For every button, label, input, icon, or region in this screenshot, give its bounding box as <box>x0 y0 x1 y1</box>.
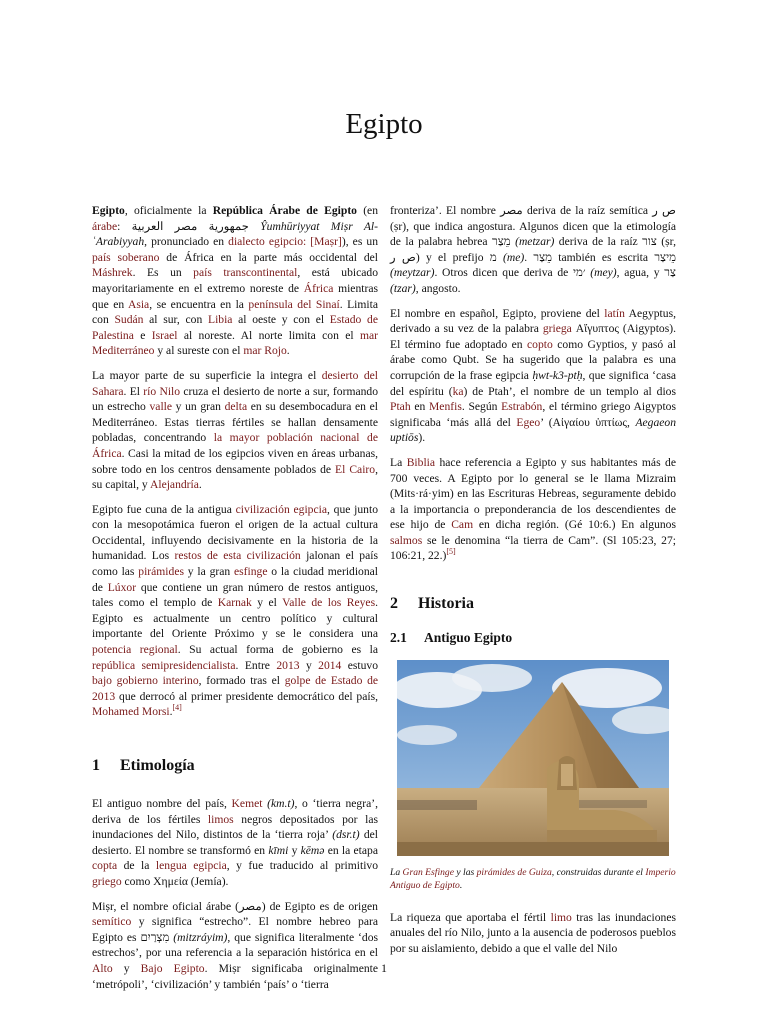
text: deriva de la raíz צור (ṣr, ص ر) y el prefijo מ <box>390 235 676 264</box>
link-valle-reyes[interactable]: Valle de los Reyes <box>282 596 376 610</box>
link-kemet[interactable]: Kemet <box>231 797 263 810</box>
link-pais-soberano[interactable]: país soberano <box>92 250 160 264</box>
link-restos[interactable]: restos de esta civilización <box>174 549 301 563</box>
link-poblacion[interactable]: la mayor población nacional de África <box>92 431 378 460</box>
link-copto[interactable]: copto <box>527 337 553 351</box>
text: y <box>299 658 319 672</box>
text: o la ciudad meridional de <box>92 565 379 594</box>
section-title: Etimología <box>120 757 195 774</box>
text: . Su actual forma de gobierno es la <box>177 643 378 657</box>
italic-text: (mitzráyim) <box>173 930 228 944</box>
link-limo[interactable]: limo <box>550 910 572 924</box>
link-imperio-antiguo[interactable]: Imperio Antiguo de Egipto <box>390 866 676 891</box>
section-title: Historia <box>418 595 474 613</box>
text: , que significa literalmente ‘dos estrechos’, por una referencia a la separación histórica en el <box>92 930 379 960</box>
link-salmos[interactable]: salmos <box>390 533 423 547</box>
text: como Χημεία (Jemía). <box>121 874 229 888</box>
text: ), es un <box>341 235 378 249</box>
text: fronteriza’. El nombre مصر deriva de la raíz semítica ص ر (ṣr), que indica angostura. Algunos dicen que la etimología de la palabra hebrea מֵצַר <box>390 204 677 249</box>
link-piramides[interactable]: pirámides <box>138 565 184 579</box>
italic-text: (km.t) <box>262 797 295 810</box>
figure-caption <box>390 866 676 892</box>
text: y significa “estrecho”. El nombre hebreo para Egipto es <box>92 915 378 944</box>
text: ) de Ptah’, el nombre de un templo al dios <box>463 384 676 398</box>
text: . Según <box>461 400 502 414</box>
text: . Limita con <box>92 297 378 327</box>
text: La <box>390 866 403 878</box>
text: Αἴγυπτος (Aigyptos). El término fue adoptado en <box>390 322 677 351</box>
history-paragraph <box>390 910 676 957</box>
text: y la gran <box>183 565 234 579</box>
geography-paragraph <box>92 368 378 493</box>
text: en <box>410 400 429 414</box>
text: que contiene un gran número de restos antiguos, tales como el templo de <box>92 580 379 610</box>
text: tras las inundaciones anuales del río Nilo, junto a la ausencia de poderosos pueblos por su aislamiento, debido a que el valle del Nilo <box>390 910 676 955</box>
link-limos[interactable]: limos <box>207 812 234 826</box>
text: , su capital, y <box>92 462 378 492</box>
text: . Otros dicen que deriva de ׳מי <box>434 266 591 280</box>
text: y las <box>453 866 477 878</box>
text: se le denomina “la tierra de Cam”. (Sl 105:23, 27; 106:21, 22.) <box>390 533 676 563</box>
text: El nombre en español, Egipto, proviene del <box>390 306 605 320</box>
etymology-paragraph-2 <box>92 899 378 993</box>
right-column <box>390 203 676 965</box>
text: negros depositados por las inundaciones del Nilo, distintos de la ‘tierra roja’ <box>92 812 378 842</box>
text: como Gyptios, y pasó al árabe como Qubt. Se ha sugerido que la palabra es una corrupción de la frase egipcia <box>390 337 676 382</box>
photo-illustration <box>397 660 669 856</box>
intro-paragraph <box>92 203 378 359</box>
text: Miṣr, el nombre oficial árabe (مصر) de Egipto es de origen <box>92 899 378 913</box>
hebrew-text: מִצְרַיִם <box>140 930 174 944</box>
subsection-heading-antiguo-egipto <box>390 630 676 646</box>
italic-text: ḥwt-k3-ptḥ <box>532 368 583 382</box>
text: . Es un <box>132 266 194 280</box>
text: Egipto fue cuna de la antigua <box>92 502 236 516</box>
text: , agua, y צַר <box>616 266 676 280</box>
link-israel[interactable]: Israel <box>151 328 178 342</box>
link-palestina[interactable]: Estado de Palestina <box>92 313 379 342</box>
link-sahara[interactable]: desierto del Sahara <box>92 368 379 398</box>
italic-text: (me) <box>502 250 525 264</box>
text: Aegyptus, derivado a su vez de la palabra <box>390 306 676 336</box>
text: , y fue traducido al primitivo <box>226 859 379 873</box>
link-gobierno-interino[interactable]: bajo gobierno interino <box>92 674 199 688</box>
link-sudan[interactable]: Sudán <box>114 313 144 327</box>
link-2013[interactable]: 2013 <box>276 658 300 672</box>
text: La <box>390 455 407 469</box>
link-delta[interactable]: delta <box>224 400 248 414</box>
link-bajo-egipto[interactable]: Bajo Egipto <box>140 961 205 975</box>
link-dialecto[interactable]: dialecto egipcio: [Maṣr] <box>228 235 342 249</box>
text: La riqueza que aportaba el fértil <box>390 910 551 924</box>
text: . Egipto es actualmente un centro político y cultural importante del Oriente Próximo y se le considera una <box>92 596 378 641</box>
text: en dicha región. (Gé 10:6.) En algunos <box>473 518 676 532</box>
text: . Casi la mitad de los egipcios viven en áreas urbanas, sobre todo en los centros densamente poblados de <box>92 446 378 476</box>
text: en su desembocadura en el Mediterráneo. Estas tierras fértiles se hallan densamente pobladas, concentrando <box>92 400 378 445</box>
text: , el término griego Aigyptos significaba ‘más allá del <box>390 400 676 429</box>
text: de África en la parte más occidental del <box>159 250 378 264</box>
text: , se encuentra en la <box>149 297 249 311</box>
text: al oeste y con el <box>232 313 330 327</box>
link-egeo[interactable]: Egeo <box>516 415 541 429</box>
link-griega[interactable]: griega <box>542 322 572 336</box>
text: ’ (Αἰγαίου ὑπτίως, <box>540 415 636 429</box>
text: La mayor parte de su superficie la integra el <box>92 368 322 382</box>
etymology-paragraph-1 <box>92 796 378 890</box>
section-heading-etimologia <box>92 756 378 776</box>
link-luxor[interactable]: Lúxor <box>107 580 137 594</box>
text: . Entre <box>235 658 277 672</box>
text: , angosto. <box>415 281 461 295</box>
text: al sur, con <box>143 313 208 327</box>
text: y al sureste con el <box>154 344 244 358</box>
italic-text: (metzar) <box>515 235 555 249</box>
text: , pronunciado en <box>144 235 229 249</box>
text: El antiguo nombre del país, <box>92 797 232 810</box>
link-karnak[interactable]: Karnak <box>217 596 252 610</box>
text: , o ‘tierra negra’, deriva de los fértiles <box>92 797 378 826</box>
link-ptah[interactable]: Ptah <box>390 400 411 414</box>
text: , que junto con la mesopotámica fueron el origen de la actual cultura Occidental, influyendo decisivamente en la historia de la humanidad. Los <box>92 502 378 563</box>
italic-text: (mey) <box>590 266 617 280</box>
italic-text: (dsr.t) <box>332 828 360 842</box>
italic-text: Ŷumhūriyyat Miṣr Al-ʿArabiyyah <box>92 219 378 249</box>
link-africa[interactable]: África <box>303 281 334 295</box>
link-latin[interactable]: latín <box>604 306 625 320</box>
text: . <box>459 879 463 891</box>
text: del desierto. El nombre se transformó en <box>92 828 379 857</box>
link-el-cairo[interactable]: El Cairo <box>335 462 376 476</box>
text: , oficialmente la <box>124 204 213 217</box>
text: de la <box>117 859 156 873</box>
link-menfis[interactable]: Menfis <box>428 400 462 414</box>
text: y <box>288 843 301 857</box>
italic-text: (tzar) <box>390 281 416 295</box>
italic-text: kēmə <box>300 843 325 857</box>
bible-paragraph <box>390 455 676 564</box>
link-libia[interactable]: Libia <box>207 313 233 327</box>
text: al noreste. Al norte limita con el <box>177 328 360 342</box>
link-2014[interactable]: 2014 <box>318 658 342 672</box>
text: mientras que en <box>92 281 378 311</box>
etymology-paragraph-3 <box>390 203 676 297</box>
subsection-number: 2.1 <box>390 630 407 646</box>
text: en la etapa <box>324 843 378 857</box>
italic-text: (meytzar) <box>390 266 435 280</box>
link-mashrek[interactable]: Máshrek <box>92 266 133 280</box>
text: : جمهورية مصر العربية <box>117 219 261 233</box>
text: que derrocó al primer presidente democrático del país, <box>115 689 378 703</box>
left-column <box>92 203 378 1001</box>
link-semitico[interactable]: semítico <box>92 915 132 929</box>
text: , está ubicado mayoritariamente en el extremo noreste de <box>92 266 379 295</box>
link-golpe[interactable]: golpe de Estado de 2013 <box>92 674 379 703</box>
link-mar-rojo[interactable]: mar Rojo <box>243 344 287 358</box>
link-potencia[interactable]: potencia regional <box>92 643 178 657</box>
page-title: Egipto <box>345 108 423 140</box>
text: , que significa ‘casa del espíritu ( <box>390 368 676 398</box>
text: estuvo <box>341 658 378 672</box>
civilization-paragraph <box>92 502 378 720</box>
link-sinai[interactable]: península del Sinaí <box>248 297 340 311</box>
text: , construidas durante el <box>551 866 646 878</box>
sphinx-pyramid-photo <box>397 660 669 856</box>
text: (en <box>356 204 379 217</box>
text: . <box>169 705 173 719</box>
text: y <box>112 961 141 975</box>
subsection-title: Antiguo Egipto <box>424 630 513 646</box>
text: e <box>133 328 152 342</box>
link-gran-esfinge[interactable]: Gran Esfinge <box>402 866 454 878</box>
link-copta[interactable]: copta <box>92 859 118 873</box>
page-number: 1 <box>381 961 387 975</box>
section-heading-historia <box>390 594 676 614</box>
bold-term: Egipto <box>92 204 125 217</box>
link-biblia[interactable]: Biblia <box>406 455 436 469</box>
text: , formado tras el <box>198 674 285 688</box>
link-republica[interactable]: república semipresidencialista <box>92 658 236 672</box>
link-mediterraneo[interactable]: mar Mediterráneo <box>92 328 378 358</box>
link-transcontinental[interactable]: país transcontinental <box>193 266 298 280</box>
text: y un gran <box>172 400 225 414</box>
italic-text: kīmi <box>268 843 289 857</box>
text: ). <box>418 431 426 445</box>
link-esfinge[interactable]: esfinge <box>234 565 268 579</box>
text: cruza el desierto de norte a sur, formando un estrecho <box>92 384 378 414</box>
link-morsi[interactable]: Mohamed Morsi <box>92 705 170 719</box>
section-number: 1 <box>92 757 100 774</box>
text: . Miṣr significaba originalmente ‘metrópoli’, ‘civilización’ y también ‘país’ o ‘tierra <box>92 961 378 991</box>
text: jalonan el país como las <box>92 549 378 579</box>
text: . El <box>123 384 144 398</box>
reference-4[interactable]: [4] <box>172 703 182 713</box>
link-asia[interactable]: Asia <box>127 297 150 311</box>
link-griego[interactable]: griego <box>92 874 122 888</box>
link-piramides-guiza[interactable]: pirámides de Guiza <box>476 866 552 878</box>
link-arabe[interactable]: árabe <box>92 219 118 233</box>
link-alejandria[interactable]: Alejandría <box>149 478 199 492</box>
italic-text: Aegaeon uptiōs <box>390 415 676 445</box>
link-alto-egipto[interactable]: Alto <box>92 961 113 975</box>
text: hace referencia a Egipto y sus habitantes más de 700 veces. A Egipto por lo general se le llama Mizraim (Mits·rá·yim) en las Escrituras Hebreas, seguramente debido a la importancia o preponderancia de los descendientes de ese hijo de <box>390 455 676 532</box>
bold-term: República Árabe de Egipto <box>212 204 357 217</box>
text: . מֵצַר también es escrita מֵיצַר <box>524 250 676 264</box>
link-ka[interactable]: ka <box>452 384 464 398</box>
link-valle[interactable]: valle <box>149 400 173 414</box>
text: y el <box>251 596 283 610</box>
link-lengua-egipcia[interactable]: lengua egipcia <box>155 859 227 873</box>
section-number: 2 <box>390 595 398 613</box>
reference-5[interactable]: [5] <box>446 547 456 557</box>
text: . <box>198 478 202 492</box>
link-nilo[interactable]: río Nilo <box>143 384 181 398</box>
link-civilizacion[interactable]: civilización egipcia <box>235 502 327 516</box>
link-cam[interactable]: Cam <box>451 518 474 532</box>
link-estrabon[interactable]: Estrabón <box>501 400 543 414</box>
text: . <box>286 344 290 358</box>
etymology-paragraph-4 <box>390 306 676 446</box>
